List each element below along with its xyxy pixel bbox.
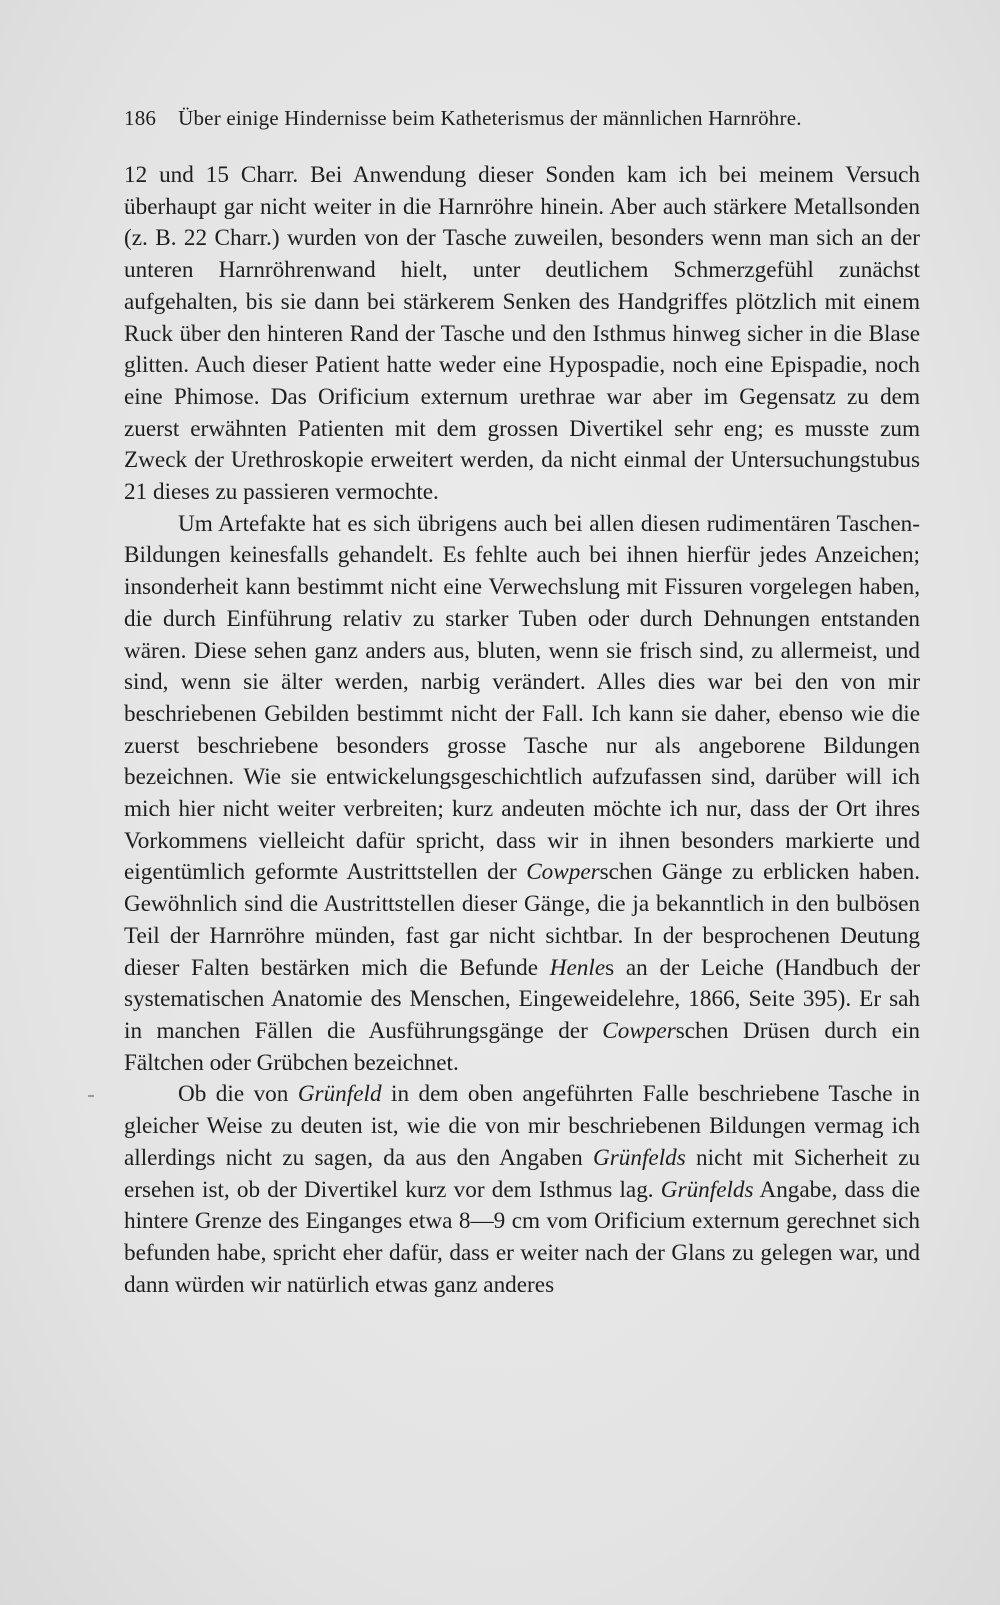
paragraph-2-text: Um Artefakte hat es sich übrigens auch bei allen diesen rudimentären Taschen-Bildungen keinesfalls gehandelt. Es fehlte auch bei ihnen hierfür jedes Anzeichen; insonderheit kann bestimmt nicht eine Verwechslung mit Fissuren vorgelegen haben, die durch Einführung relativ zu starker Tuben oder durch Dehnungen entstanden wären. Diese sehen ganz anders aus, bluten, wenn sie frisch sind, zu allermeist, und sind, wenn sie älter werden, narbig verändert. Alles dies war bei den von mir beschriebenen Gebilden bestimmt nicht der Fall. Ich kann sie daher, ebenso wie die zuerst beschriebene besonders grosse Tasche nur als angeborene Bildungen bezeichnen. Wie sie entwickelungsgeschichtlich aufzufassen sind, darüber will ich mich hier nicht weiter verbreiten; kurz andeuten möchte ich nur, dass der Ort ihres Vorkommens vielleicht dafür spricht, dass wir in ihnen besonders markierte und eigentümlich geformte Austrittstellen der (124, 510, 920, 886)
paragraph-3-text: nicht mit Sicherheit zu ersehen ist, ob der Divertikel kurz vor dem Isthmus lag. (124, 1144, 920, 1203)
paragraph-1-text: 12 und 15 Charr. Bei Anwendung dieser Sonden kam ich bei meinem Versuch überhaupt gar nicht weiter in die Harnröhre hinein. Aber auch stärkere Metallsonden (z. B. 22 Charr.) wurden von der Tasche zuweilen, besonders wenn man sich an der unteren Harnröhrenwand hielt, unter deutlichem Schmerzgefühl zunächst aufgehalten, bis sie dann bei stärkerem Senken des Handgriffes plötzlich mit einem Ruck über den hinteren Rand der Tasche und den Isthmus hinweg sicher in die Blase glitten. Auch dieser Patient hatte weder eine Hypospadie, noch eine Epispadie, noch eine Phimose. Das Orificium externum urethrae war aber im Gegensatz zu dem zuerst erwähnten Patienten mit dem grossen Divertikel sehr eng; es musste zum Zweck der Urethroskopie erweitert werden, da nicht einmal der Untersuchungstubus 21 dieses zu passieren vermochte. (124, 162, 920, 506)
margin-mark (88, 1095, 94, 1097)
paragraph-2-text: schen Drüsen durch ein Fältchen oder Grübchen bezeichnet. (124, 1017, 920, 1076)
body-text (124, 160, 920, 1301)
author-name: Grünfelds (593, 1144, 686, 1171)
author-name: Cowper (602, 1017, 676, 1044)
author-name: Grünfeld (297, 1081, 382, 1108)
paragraph-3 (124, 1079, 920, 1301)
author-name: Grünfelds (660, 1176, 754, 1203)
page-number: 186 (124, 106, 157, 130)
paragraph-2 (124, 509, 920, 1080)
paragraph-3-text: Ob die von (178, 1081, 298, 1108)
running-title: Über einige Hindernisse beim Katheterismus der männlichen Harnröhre. (178, 106, 802, 130)
author-name: Cowper (526, 859, 600, 886)
running-header (124, 106, 890, 131)
author-name: Henle (549, 954, 606, 981)
paragraph-3-text: in dem oben angeführten Falle beschriebene Tasche in gleicher Weise zu deuten ist, wie die von mir beschriebenen Bildungen vermag ich allerdings nicht zu sagen, da aus den Angaben (124, 1081, 920, 1171)
paragraph-2-text: schen Gänge zu erblicken haben. Gewöhnlich sind die Austrittstellen dieser Gänge, die ja bekanntlich in den bulbösen Teil der Harnröhre münden, fast gar nicht sichtbar. In der besprochenen Deutung dieser Falten bestärken mich die Befunde (124, 859, 920, 981)
paragraph-3-text: Angabe, dass die hintere Grenze des Einganges etwa 8—9 cm vom Orificium externum gerechnet sich befunden habe, spricht eher dafür, dass er weiter nach der Glans zu gelegen war, und dann würden wir natürlich etwas ganz anderes (124, 1176, 921, 1298)
paragraph-1 (124, 160, 920, 509)
paragraph-2-text: s an der Leiche (Handbuch der systematischen Anatomie des Menschen, Eingeweidelehre, 1866, Seite 395). Er sah in manchen Fällen die Ausführungsgänge der (124, 954, 920, 1044)
